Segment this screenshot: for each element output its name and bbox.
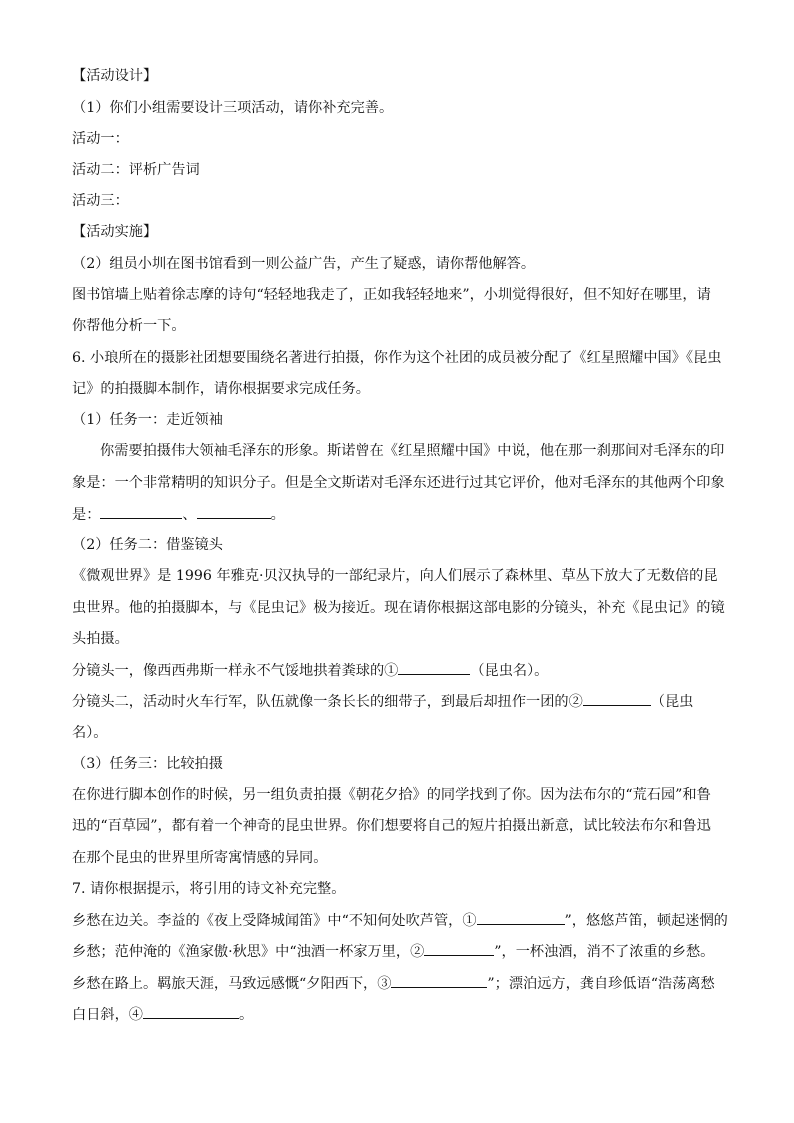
section-heading-activity-implementation: 【活动实施】	[72, 224, 158, 240]
paragraph-line: 记》的拍摄脚本制作，请你根据要求完成任务。	[72, 381, 370, 397]
answer-blank[interactable]	[391, 973, 487, 988]
answer-blank-line	[72, 504, 718, 525]
activity-one-line: 活动一：	[72, 131, 129, 147]
answer-blank[interactable]	[424, 941, 494, 956]
paragraph-line: 图书馆墙上贴着徐志摩的诗句“轻轻地我走了，正如我轻轻地来”，小圳觉得很好，但不知好在哪里，请	[72, 287, 711, 303]
line-text: ”，悠悠芦笛，顿起迷惘的	[564, 913, 728, 929]
paragraph-line: 名）。	[72, 725, 108, 741]
paragraph-line: 你需要拍摄伟大领袖毛泽东的形象。斯诺曾在《红星照耀中国》中说，他在那一刹那间对毛泽东的印	[100, 443, 725, 459]
question-7: 7. 请你根据提示，将引用的诗文补充完整。	[72, 881, 346, 897]
poem-line	[72, 941, 718, 962]
line-text: 白日斜，④	[72, 1007, 143, 1023]
paragraph-line: 在你进行脚本创作的时候，另一组负责拍摄《朝花夕拾》的同学找到了你。因为法布尔的“荒石园”和鲁	[72, 787, 711, 803]
paragraph-line: 虫世界。他的拍摄脚本，与《昆虫记》极为接近。现在请你根据这部电影的分镜头，补充《昆虫记》的镜	[72, 600, 725, 616]
line-text: 是：	[72, 507, 101, 523]
answer-blank[interactable]	[100, 504, 182, 519]
line-text: ”，一杯浊酒，消不了浓重的乡愁。	[494, 944, 715, 960]
answer-blank[interactable]	[197, 504, 271, 519]
activity-two-line: 活动二：评析广告词	[72, 162, 200, 178]
paragraph-line: 象是：一个非常精明的知识分子。但是全文斯诺对毛泽东还进行过其它评价，他对毛泽东的其他两个印象	[72, 475, 725, 491]
task-two-heading: （2）任务二：借鉴镜头	[72, 537, 223, 553]
line-text: （昆虫	[650, 694, 694, 710]
paragraph-line: 你帮他分析一下。	[72, 318, 186, 334]
line-text: 。	[270, 507, 285, 523]
question-2: （2）组员小圳在图书馆看到一则公益广告，产生了疑惑，请你帮他解答。	[72, 256, 536, 272]
task-three-heading: （3）任务三：比较拍摄	[72, 756, 223, 772]
paragraph-line: 迅的“百草园”，都有着一个神奇的昆虫世界。你们想要将自己的短片拍摄出新意，试比较法布尔和鲁迅	[72, 818, 711, 834]
answer-blank[interactable]	[143, 1004, 239, 1019]
paragraph-line: 在那个昆虫的世界里所寄寓情感的异同。	[72, 850, 328, 866]
poem-line	[72, 1004, 718, 1025]
line-text: 分镜头二，活动时火车行军，队伍就像一条长长的细带子，到最后却扭作一团的②	[72, 694, 583, 710]
shot-one-line	[72, 660, 718, 681]
question-6: 6. 小琅所在的摄影社团想要围绕名著进行拍摄，你作为这个社团的成员被分配了《红星照耀中国》《昆虫	[72, 350, 722, 366]
answer-blank[interactable]	[477, 910, 565, 925]
line-text: 。	[238, 1007, 254, 1023]
answer-blank[interactable]	[583, 691, 651, 706]
line-text: 乡愁在路上。羁旅天涯，马致远感慨“夕阳西下，③	[72, 976, 392, 992]
poem-line	[72, 910, 728, 931]
paragraph-line: 头拍摄。	[72, 631, 129, 647]
line-text: （昆虫名）。	[470, 663, 549, 679]
question-1: （1）你们小组需要设计三项活动，请你补充完善。	[72, 100, 394, 116]
line-text: 、	[182, 507, 197, 523]
section-heading-activity-design: 【活动设计】	[72, 68, 158, 84]
line-text: ”；漂泊远方，龚自珍低语“浩荡离愁	[487, 976, 715, 992]
line-text: 分镜头一，像西西弗斯一样永不气馁地拱着粪球的①	[72, 663, 399, 679]
poem-line	[72, 973, 718, 994]
paragraph-line: 《微观世界》是 1996 年雅克·贝汉执导的一部纪录片，向人们展示了森林里、草丛下放大了无数倍的昆	[72, 568, 718, 584]
line-text: 乡愁在边关。李益的《夜上受降城闻笛》中“不知何处吹芦管，①	[72, 913, 477, 929]
answer-blank[interactable]	[398, 660, 470, 675]
activity-three-line: 活动三：	[72, 193, 129, 209]
shot-two-line	[72, 691, 718, 712]
task-one-heading: （1）任务一：走近领袖	[72, 412, 223, 428]
line-text: 乡愁；范仲淹的《渔家傲·秋思》中“浊酒一杯家万里，②	[72, 944, 425, 960]
